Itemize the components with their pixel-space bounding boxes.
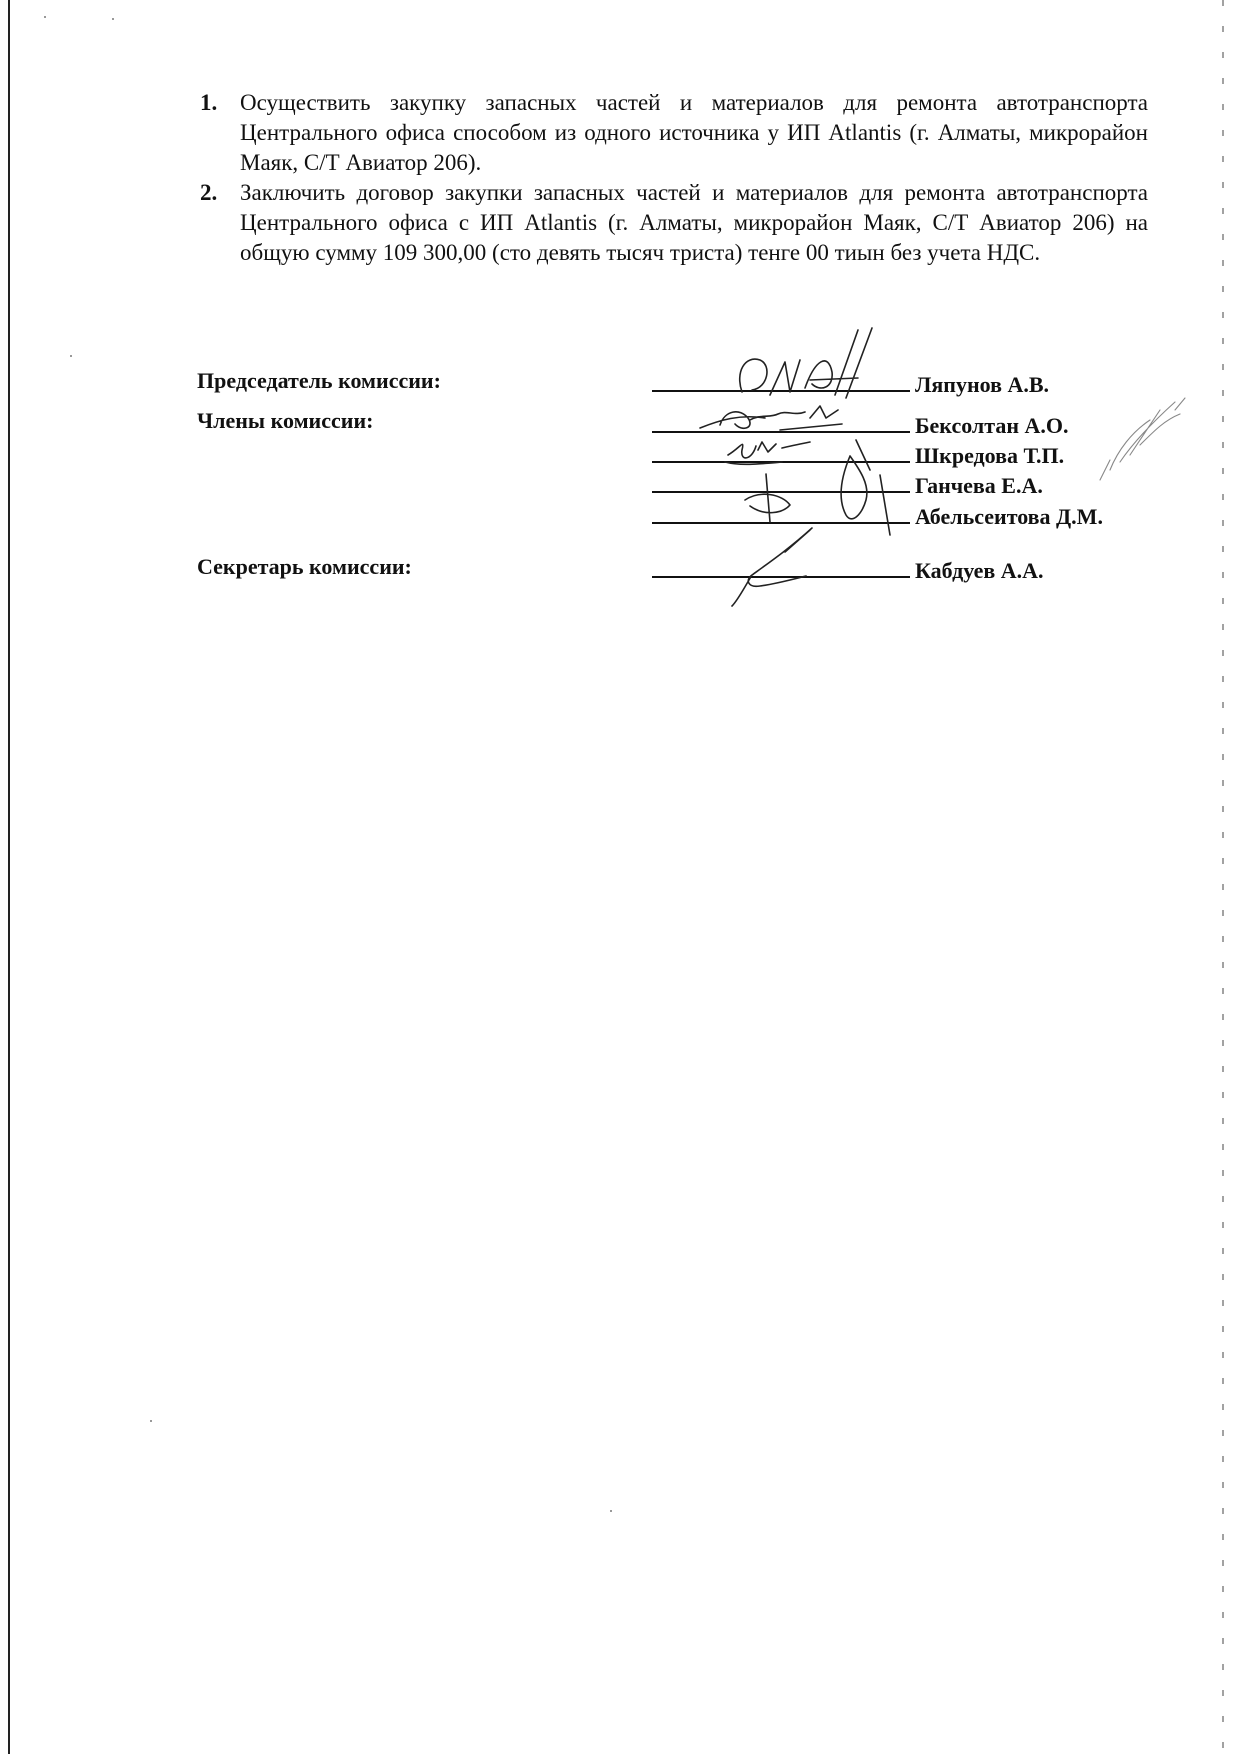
- scan-speck: [112, 18, 114, 20]
- chairman-signature-row: [652, 364, 1142, 398]
- member-signature-row: [652, 405, 1142, 439]
- decision-text: Заключить договор закупки запасных частей и материалов для ремонта автотранспорта Центрального офиса с ИП Atlantis (г. Алматы, микрорайон Маяк, С/Т Авиатор 206) на общую сумму 109 300,00 (сто девять тысяч триста) тенге 00 тиын без учета НДС.: [240, 180, 1148, 265]
- secretary-label: Секретарь комиссии:: [197, 554, 412, 579]
- members-label: Члены комиссии:: [197, 408, 374, 433]
- secretary-name: Кабдуев А.А.: [915, 558, 1044, 583]
- member-name: Шкредова Т.П.: [915, 443, 1065, 468]
- decision-list: [200, 88, 1148, 268]
- scan-right-edge: [1222, 0, 1224, 1754]
- member-signature-row: [652, 496, 1142, 530]
- member-signature-row: [652, 465, 1142, 499]
- signature-line: [652, 491, 910, 493]
- signature-line: [652, 390, 910, 392]
- signature-line: [652, 522, 910, 524]
- member-name: Абельсеитова Д.М.: [915, 504, 1103, 529]
- member-signature-row: [652, 435, 1142, 469]
- chairman-name: Ляпунов А.В.: [915, 372, 1050, 397]
- signature-line: [652, 576, 910, 578]
- chairman-label: Председатель комиссии:: [197, 368, 441, 393]
- member-name: Ганчева Е.А.: [915, 473, 1043, 498]
- decision-text: Осуществить закупку запасных частей и материалов для ремонта автотранспорта Центрального офиса способом из одного источника у ИП Atlantis (г. Алматы, микрорайон Маяк, С/Т Авиатор 206).: [240, 90, 1148, 175]
- decision-number: 2.: [200, 180, 218, 205]
- signature-line: [652, 461, 910, 463]
- decision-item: [200, 178, 1148, 268]
- scan-speck: [150, 1420, 152, 1422]
- secretary-signature-row: [652, 550, 1142, 584]
- scan-speck: [610, 1510, 612, 1512]
- member-name: Бексолтан А.О.: [915, 413, 1069, 438]
- decision-number: 1.: [200, 90, 218, 115]
- scan-left-edge: [8, 0, 10, 1754]
- signature-line: [652, 431, 910, 433]
- decision-item: [200, 88, 1148, 178]
- scan-speck: [70, 355, 72, 357]
- scan-speck: [44, 16, 46, 18]
